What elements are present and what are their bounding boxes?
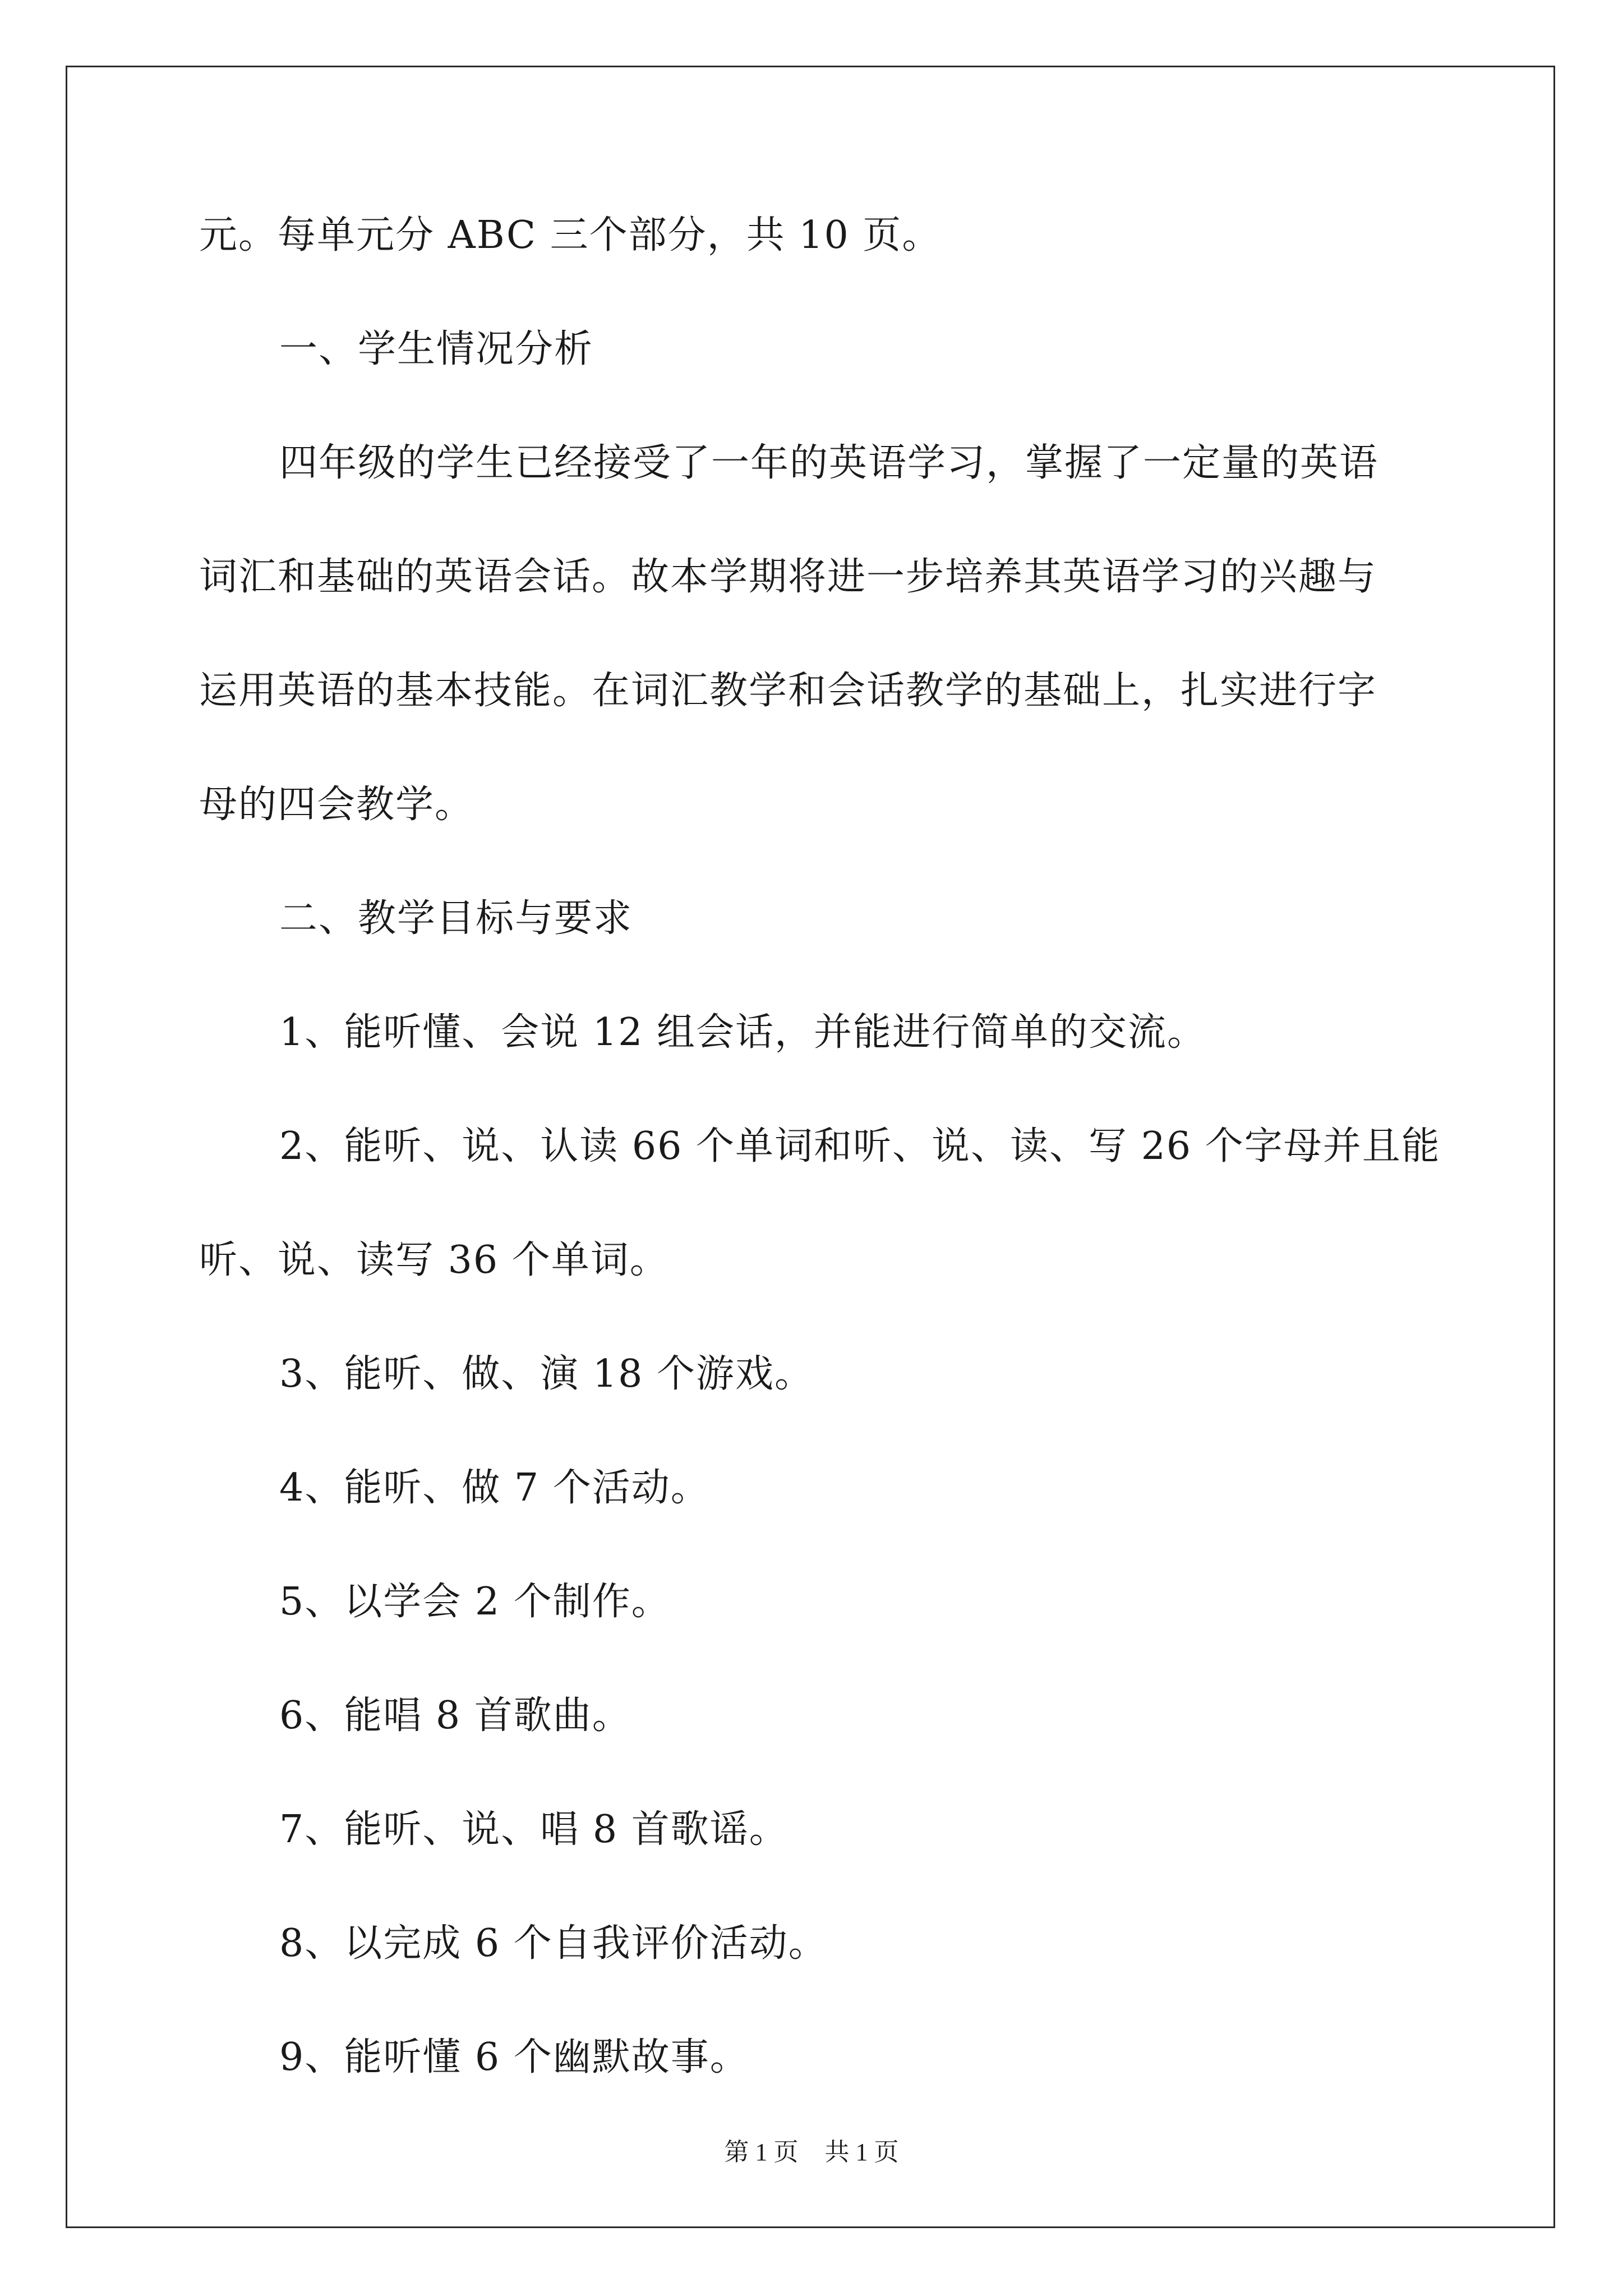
paragraph-line: 元。每单元分 ABC 三个部分，共 10 页。 xyxy=(199,213,942,257)
section-heading-goals: 二、教学目标与要求 xyxy=(279,896,633,941)
paragraph-line: 四年级的学生已经接受了一年的英语学习，掌握了一定量的英语 xyxy=(279,441,1379,485)
page-number-total: 共 1 页 xyxy=(824,2138,899,2166)
list-item: 7、能听、说、唱 8 首歌谣。 xyxy=(279,1807,789,1852)
document-body xyxy=(199,209,1441,2145)
paragraph-line: 母的四会教学。 xyxy=(199,783,474,827)
list-item: 2、能听、说、认读 66 个单词和听、说、读、写 26 个字母并且能 xyxy=(279,1124,1441,1168)
page-number-current: 第 1 页 xyxy=(724,2138,799,2166)
paragraph-line: 词汇和基础的英语会话。故本学期将进一步培养其英语学习的兴趣与 xyxy=(199,555,1377,599)
list-item: 9、能听懂 6 个幽默故事。 xyxy=(279,2035,749,2079)
paragraph-line: 运用英语的基本技能。在词汇教学和会话教学的基础上，扎实进行字 xyxy=(199,669,1377,713)
list-item: 3、能听、做、演 18 个游戏。 xyxy=(279,1352,814,1396)
list-item: 6、能唱 8 首歌曲。 xyxy=(279,1694,631,1738)
list-item: 4、能听、做 7 个活动。 xyxy=(279,1466,710,1510)
list-item-continuation: 听、说、读写 36 个单词。 xyxy=(199,1238,669,1282)
section-heading-student-analysis: 一、学生情况分析 xyxy=(279,327,594,371)
list-item: 1、能听懂、会说 12 组会话，并能进行简单的交流。 xyxy=(279,1010,1207,1055)
page-footer xyxy=(0,2136,1623,2169)
list-item: 5、以学会 2 个制作。 xyxy=(279,1580,671,1624)
list-item: 8、以完成 6 个自我评价活动。 xyxy=(279,1921,828,1966)
